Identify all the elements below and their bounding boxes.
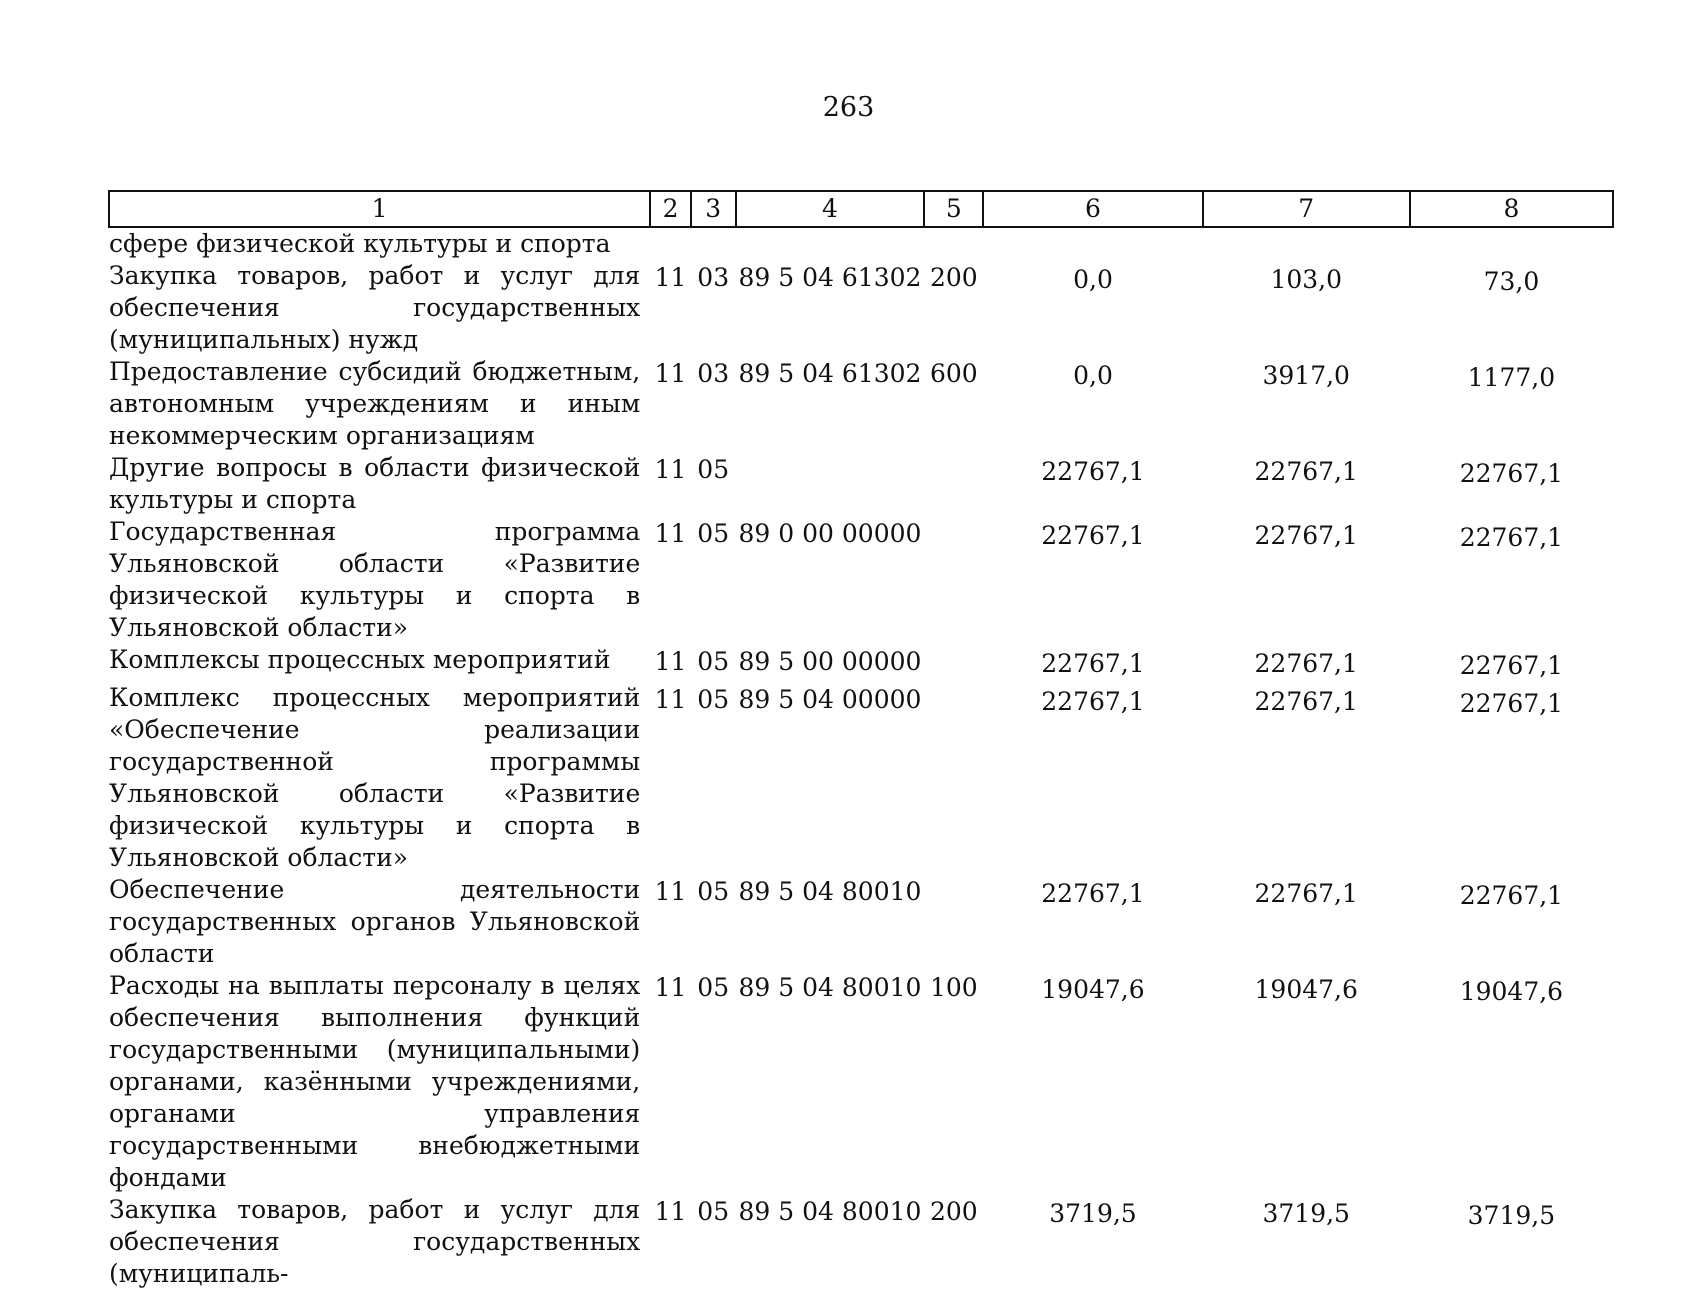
row-value-col8: 73,0 xyxy=(1483,267,1540,296)
row-description: сфере физической культуры и спорта xyxy=(109,229,611,258)
header-cell-2: 2 xyxy=(650,191,691,227)
row-value-col8: 22767,1 xyxy=(1459,523,1564,552)
row-value-col6 xyxy=(983,227,1202,260)
header-cell-8: 8 xyxy=(1410,191,1613,227)
row-target-code: 89 5 04 80010 xyxy=(738,1197,922,1226)
row-section: 11 xyxy=(654,519,687,548)
row-value-col7: 22767,1 xyxy=(1254,521,1358,550)
row-subsection: 05 xyxy=(697,877,730,906)
row-description: Комплексы процессных мероприятий xyxy=(109,645,611,674)
row-subsection: 05 xyxy=(697,455,730,484)
row-value-col7: 103,0 xyxy=(1270,265,1343,294)
row-expense-type: 100 xyxy=(930,973,978,1002)
row-value-col6: 0,0 xyxy=(1073,265,1113,294)
table-row xyxy=(109,970,1613,1194)
row-value-col6: 22767,1 xyxy=(1041,687,1145,716)
row-description: Закупка товаров, работ и услуг для обеспечения государственных (муниципаль- xyxy=(109,1195,641,1288)
row-value-col7: 22767,1 xyxy=(1254,457,1358,486)
row-description: Государственная программа Ульяновской области «Развитие физической культуры и спорта в Ульяновской области» xyxy=(109,517,641,642)
row-target-code: 89 5 04 61302 xyxy=(738,359,922,388)
row-target-code: 89 5 00 00000 xyxy=(738,647,922,676)
row-value-col7: 22767,1 xyxy=(1254,687,1358,716)
row-value-col7: 22767,1 xyxy=(1254,649,1358,678)
row-expense-type xyxy=(924,644,983,682)
table-row xyxy=(109,874,1613,970)
row-subsection: 05 xyxy=(697,973,730,1002)
row-expense-type: 600 xyxy=(930,359,978,388)
row-target-code xyxy=(736,227,925,260)
row-expense-type xyxy=(924,227,983,260)
row-value-col8: 22767,1 xyxy=(1459,689,1564,718)
row-target-code: 89 5 04 80010 xyxy=(738,877,922,906)
row-value-col7: 3719,5 xyxy=(1262,1199,1350,1228)
row-section xyxy=(650,227,691,260)
header-cell-3: 3 xyxy=(691,191,736,227)
row-description: Обеспечение деятельности государственных органов Ульяновской области xyxy=(109,875,641,968)
row-description: Расходы на выплаты персоналу в целях обеспечения выполнения функций государственными (муниципальными) органами, казёнными учреждениями, органами управления государственными внебюджетными фондами xyxy=(109,971,641,1192)
row-value-col7: 22767,1 xyxy=(1254,879,1358,908)
row-value-col8: 22767,1 xyxy=(1459,651,1564,680)
row-subsection: 05 xyxy=(697,647,730,676)
table-row xyxy=(109,227,1613,260)
row-value-col6: 19047,6 xyxy=(1041,975,1145,1004)
row-section: 11 xyxy=(654,973,687,1002)
table-row xyxy=(109,356,1613,452)
row-target-code: 89 0 00 00000 xyxy=(738,519,922,548)
row-expense-type xyxy=(924,516,983,644)
row-section: 11 xyxy=(654,359,687,388)
header-cell-1: 1 xyxy=(109,191,650,227)
row-value-col6: 22767,1 xyxy=(1041,649,1145,678)
row-value-col6: 3719,5 xyxy=(1049,1199,1137,1228)
header-cell-7: 7 xyxy=(1203,191,1410,227)
header-cell-4: 4 xyxy=(736,191,925,227)
row-value-col6: 22767,1 xyxy=(1041,521,1145,550)
row-subsection: 03 xyxy=(697,359,730,388)
row-section: 11 xyxy=(654,1197,687,1226)
header-cell-5: 5 xyxy=(924,191,983,227)
row-subsection: 05 xyxy=(697,685,730,714)
row-value-col8: 22767,1 xyxy=(1459,459,1564,488)
row-description: Комплекс процессных мероприятий «Обеспечение реализации государственной программы Ульяновской области «Развитие физической культуры и спорта в Ульяновской области» xyxy=(109,683,641,872)
row-value-col8 xyxy=(1410,227,1613,260)
row-section: 11 xyxy=(654,263,687,292)
table-row xyxy=(109,260,1613,356)
row-target-code: 89 5 04 61302 xyxy=(738,263,922,292)
row-section: 11 xyxy=(654,685,687,714)
table-header xyxy=(109,191,1613,227)
row-value-col7 xyxy=(1203,227,1410,260)
table-row xyxy=(109,644,1613,682)
row-expense-type xyxy=(924,874,983,970)
row-target-code xyxy=(736,452,925,516)
header-cell-6: 6 xyxy=(983,191,1202,227)
row-section: 11 xyxy=(654,455,687,484)
row-target-code: 89 5 04 00000 xyxy=(738,685,922,714)
row-value-col8: 22767,1 xyxy=(1459,881,1564,910)
row-value-col8: 3719,5 xyxy=(1467,1201,1556,1230)
table-row xyxy=(109,452,1613,516)
row-description: Другие вопросы в области физической культуры и спорта xyxy=(109,453,641,514)
budget-table xyxy=(108,190,1614,1290)
row-value-col6: 22767,1 xyxy=(1041,879,1145,908)
row-value-col7: 19047,6 xyxy=(1254,975,1358,1004)
table-row xyxy=(109,682,1613,874)
row-target-code: 89 5 04 80010 xyxy=(738,973,922,1002)
table-body xyxy=(109,227,1613,1290)
page-number: 263 xyxy=(822,92,875,123)
row-subsection: 03 xyxy=(697,263,730,292)
row-value-col7: 3917,0 xyxy=(1262,361,1350,390)
row-expense-type xyxy=(924,682,983,874)
table-row xyxy=(109,1194,1613,1290)
row-subsection: 05 xyxy=(697,519,730,548)
row-expense-type: 200 xyxy=(930,1197,978,1226)
row-subsection: 05 xyxy=(697,1197,730,1226)
row-value-col8: 1177,0 xyxy=(1467,363,1556,392)
row-value-col6: 0,0 xyxy=(1073,361,1113,390)
row-section: 11 xyxy=(654,647,687,676)
table-row xyxy=(109,516,1613,644)
row-expense-type xyxy=(924,452,983,516)
header-row xyxy=(109,191,1613,227)
row-value-col8: 19047,6 xyxy=(1459,977,1564,1006)
row-description: Закупка товаров, работ и услуг для обеспечения государственных (муниципальных) нужд xyxy=(109,261,641,354)
row-subsection xyxy=(691,227,736,260)
row-value-col6: 22767,1 xyxy=(1041,457,1145,486)
row-section: 11 xyxy=(654,877,687,906)
row-description: Предоставление субсидий бюджетным, автономным учреждениям и иным некоммерческим организациям xyxy=(109,357,641,450)
row-expense-type: 200 xyxy=(930,263,978,292)
